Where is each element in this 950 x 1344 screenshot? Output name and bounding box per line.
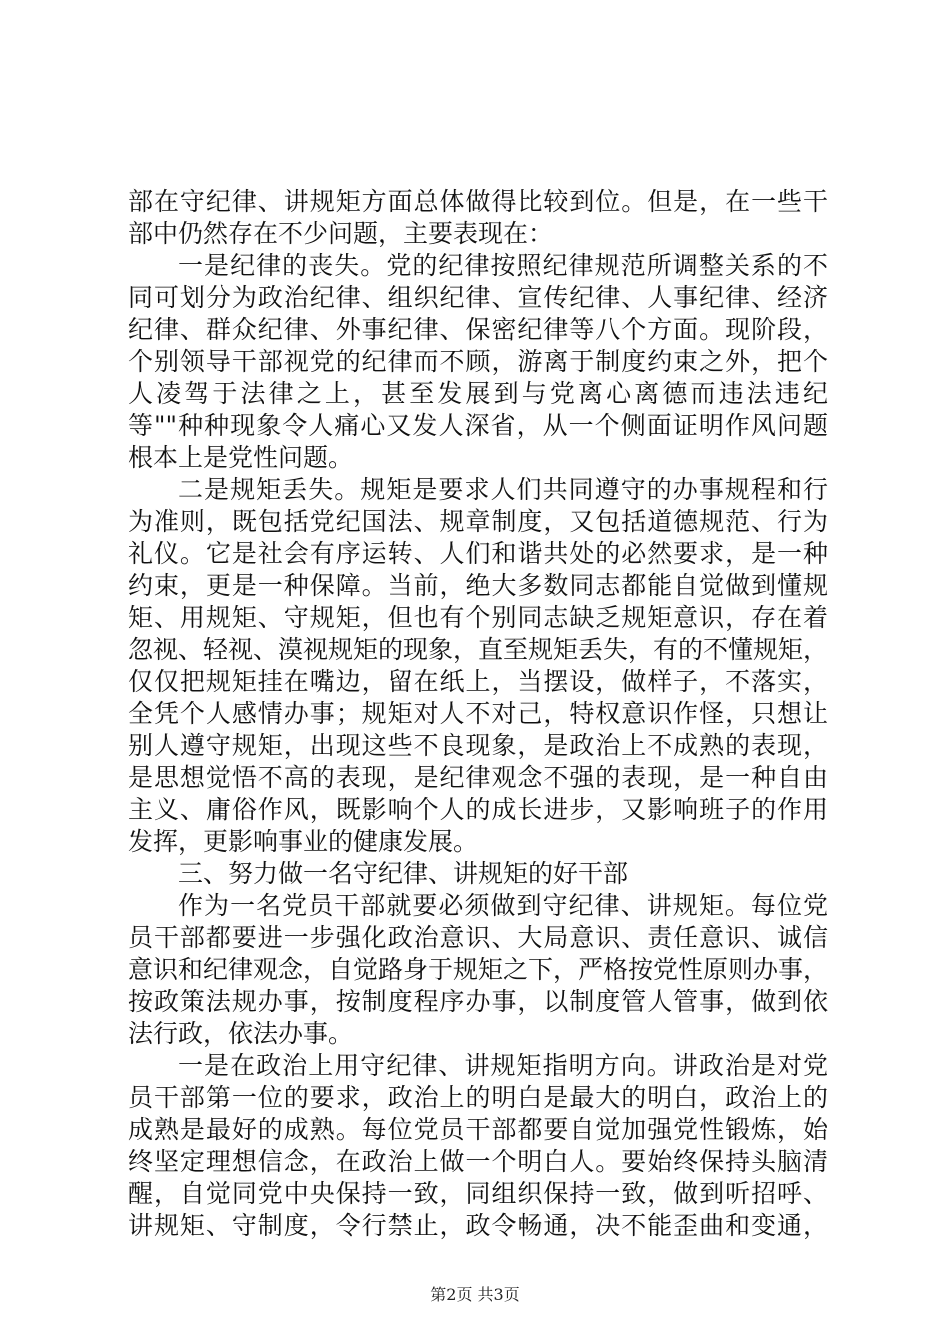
text-line: 约束，更是一种保障。当前，绝大多数同志都能自觉做到懂规	[128, 571, 828, 600]
text-line: 部中仍然存在不少问题，主要表现在：	[128, 219, 554, 248]
paragraph-start-line: 一是纪律的丧失。党的纪律按照纪律规范所调整关系的不	[178, 251, 828, 280]
text-line: 意识和纪律观念，自觉路身于规矩之下，严格按党性原则办事，	[128, 955, 829, 984]
text-line: 员干部都要进一步强化政治意识、大局意识、责任意识、诚信	[128, 923, 828, 952]
text-line: 讲规矩、守制度，令行禁止，政令畅通，决不能歪曲和变通，	[128, 1211, 828, 1240]
text-line: 人凌驾于法律之上，甚至发展到与党离心离德而违法违纪	[128, 379, 828, 408]
text-line: 纪律、群众纪律、外事纪律、保密纪律等八个方面。现阶段，	[128, 315, 828, 344]
text-line: 全凭个人感情办事；规矩对人不对己，特权意识作怪，只想让	[128, 699, 828, 728]
text-line: 终坚定理想信念，在政治上做一个明白人。要始终保持头脑清	[128, 1147, 828, 1176]
text-line: 员干部第一位的要求，政治上的明白是最大的明白，政治上的	[128, 1083, 828, 1112]
text-line: 醒，自觉同党中央保持一致，同组织保持一致，做到听招呼、	[128, 1179, 828, 1208]
paragraph-start-line: 二是规矩丢失。规矩是要求人们共同遵守的办事规程和行	[178, 475, 828, 504]
page-footer: 第2页 共3页	[430, 1285, 520, 1304]
text-line: 等""种种现象令人痛心又发人深省，从一个侧面证明作风问题	[128, 411, 828, 440]
text-line: 个别领导干部视党的纪律而不顾，游离于制度约束之外，把个	[128, 347, 828, 376]
paragraph-start-line: 一是在政治上用守纪律、讲规矩指明方向。讲政治是对党	[178, 1051, 828, 1080]
text-line: 是思想觉悟不高的表现，是纪律观念不强的表现，是一种自由	[128, 763, 828, 792]
text-line: 根本上是党性问题。	[128, 443, 354, 472]
text-line: 同可划分为政治纪律、组织纪律、宣传纪律、人事纪律、经济	[128, 283, 828, 312]
text-line: 按政策法规办事，按制度程序办事，以制度管人管事，做到依	[128, 987, 828, 1016]
text-line: 法行政，依法办事。	[128, 1019, 354, 1048]
text-line: 主义、庸俗作风，既影响个人的成长进步，又影响班子的作用	[128, 795, 828, 824]
text-line: 成熟是最好的成熟。每位党员干部都要自觉加强党性锻炼，始	[128, 1115, 828, 1144]
text-line: 部在守纪律、讲规矩方面总体做得比较到位。但是，在一些干	[128, 187, 828, 216]
text-line: 矩、用规矩、守规矩，但也有个别同志缺乏规矩意识，存在着	[128, 603, 828, 632]
paragraph-start-line: 作为一名党员干部就要必须做到守纪律、讲规矩。每位党	[178, 891, 828, 920]
text-line: 为准则，既包括党纪国法、规章制度，又包括道德规范、行为	[128, 507, 828, 536]
text-line: 别人遵守规矩，出现这些不良现象，是政治上不成熟的表现，	[128, 731, 828, 760]
text-line: 忽视、轻视、漠视规矩的现象，直至规矩丢失，有的不懂规矩，	[128, 635, 829, 664]
text-line: 发挥，更影响事业的健康发展。	[128, 827, 479, 856]
text-line: 仅仅把规矩挂在嘴边，留在纸上，当摆设，做样子，不落实，	[128, 667, 828, 696]
text-line: 礼仪。它是社会有序运转、人们和谐共处的必然要求，是一种	[128, 539, 828, 568]
section-heading: 三、努力做一名守纪律、讲规矩的好干部	[178, 859, 629, 888]
